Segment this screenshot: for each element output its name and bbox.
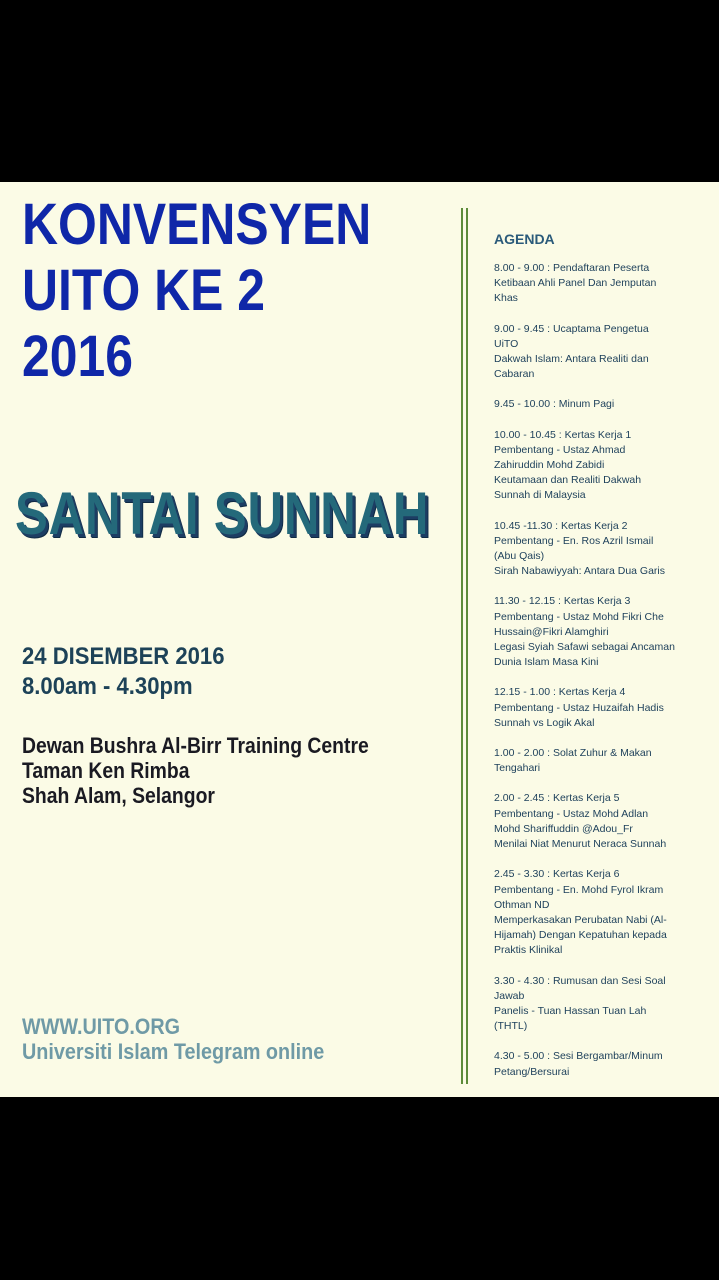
title-line: KONVENSYEN (22, 192, 372, 257)
event-venue (22, 733, 369, 808)
agenda-item (494, 261, 694, 307)
agenda-line: Hussain@Fikri Alamghiri (494, 625, 609, 638)
agenda-line: Hijamah) Dengan Kepatuhan kepada (494, 929, 667, 942)
agenda-item (494, 867, 694, 958)
event-time: 8.00am - 4.30pm (22, 673, 193, 700)
agenda-line: 10.45 -11.30 : Kertas Kerja 2 (494, 519, 628, 532)
agenda-line: 8.00 - 9.00 : Pendaftaran Peserta (494, 262, 650, 274)
agenda-line: Pembentang - Ustaz Ahmad (494, 443, 626, 456)
website-text: WWW.UITO.ORG (22, 1014, 181, 1039)
agenda-item (494, 397, 694, 412)
agenda-line: 4.30 - 5.00 : Sesi Bergambar/Minum (494, 1050, 663, 1063)
event-poster (0, 182, 719, 1097)
agenda-line: Dunia Islam Masa Kini (494, 656, 599, 669)
event-date: 24 DISEMBER 2016 (22, 643, 225, 670)
agenda-line: 9.45 - 10.00 : Minum Pagi (494, 398, 615, 411)
agenda-title: AGENDA (494, 231, 555, 247)
agenda-item (494, 428, 694, 504)
agenda-line: Pembentang - En. Ros Azril Ismail (494, 534, 654, 547)
agenda-line: (THTL) (494, 1020, 528, 1033)
agenda-line: Khas (494, 292, 518, 305)
poster-subtitle: SANTAI SUNNAH (15, 480, 430, 547)
agenda-line: 3.30 - 4.30 : Rumusan dan Sesi Soal (494, 974, 666, 987)
poster-title (22, 192, 371, 390)
agenda-line: Petang/Bersurai (494, 1065, 570, 1078)
agenda-line: Memperkasakan Perubatan Nabi (Al- (494, 913, 667, 926)
agenda-line: 11.30 - 12.15 : Kertas Kerja 3 (494, 595, 631, 608)
agenda-item (494, 1049, 694, 1079)
agenda-line: Keutamaan dan Realiti Dakwah (494, 474, 642, 487)
agenda-line: Cabaran (494, 368, 535, 381)
agenda-line: Pembentang - En. Mohd Fyrol Ikram (494, 883, 664, 896)
agenda-line: Sunnah vs Logik Akal (494, 716, 595, 729)
agenda-line: Zahiruddin Mohd Zabidi (494, 459, 605, 472)
agenda-line: Pembentang - Ustaz Mohd Fikri Che (494, 610, 664, 623)
agenda-item (494, 746, 694, 776)
agenda-line: 10.00 - 10.45 : Kertas Kerja 1 (494, 428, 632, 441)
agenda-line: Othman ND (494, 898, 550, 911)
venue-line: Taman Ken Rimba (22, 758, 190, 783)
agenda-item (494, 791, 694, 852)
agenda-line: 2.00 - 2.45 : Kertas Kerja 5 (494, 792, 620, 805)
agenda-list (494, 261, 694, 1080)
agenda-item (494, 685, 694, 731)
agenda-item (494, 519, 694, 580)
agenda-line: 1.00 - 2.00 : Solat Zuhur & Makan (494, 747, 652, 760)
agenda-line: Praktis Klinikal (494, 944, 563, 957)
agenda-line: Pembentang - Ustaz Huzaifah Hadis (494, 701, 664, 714)
agenda-panel (494, 230, 694, 1095)
vertical-divider (461, 208, 468, 1084)
agenda-line: Sirah Nabawiyyah: Antara Dua Garis (494, 565, 665, 578)
agenda-line: (Abu Qais) (494, 550, 545, 563)
agenda-item (494, 594, 694, 670)
agenda-item (494, 322, 694, 383)
organisation-name: Universiti Islam Telegram online (22, 1039, 325, 1064)
organiser-info (22, 1014, 324, 1064)
agenda-line: Panelis - Tuan Hassan Tuan Lah (494, 1004, 647, 1017)
agenda-line: Legasi Syiah Safawi sebagai Ancaman (494, 641, 675, 654)
agenda-line: Sunnah di Malaysia (494, 489, 586, 502)
agenda-line: Mohd Shariffuddin @Adou_Fr (494, 822, 633, 835)
venue-line: Shah Alam, Selangor (22, 783, 215, 808)
agenda-line: Dakwah Islam: Antara Realiti dan (494, 353, 649, 366)
agenda-line: 12.15 - 1.00 : Kertas Kerja 4 (494, 686, 626, 699)
agenda-line: Menilai Niat Menurut Neraca Sunnah (494, 838, 667, 851)
agenda-line: UiTO (494, 337, 519, 350)
title-line: UITO KE 2 (22, 258, 266, 323)
agenda-line: 2.45 - 3.30 : Kertas Kerja 6 (494, 868, 620, 881)
venue-line: Dewan Bushra Al-Birr Training Centre (22, 733, 369, 758)
agenda-line: Pembentang - Ustaz Mohd Adlan (494, 807, 649, 820)
agenda-line: Jawab (494, 989, 525, 1002)
agenda-line: Tengahari (494, 762, 541, 775)
event-datetime (22, 642, 225, 702)
agenda-line: Ketibaan Ahli Panel Dan Jemputan (494, 277, 657, 290)
agenda-item (494, 974, 694, 1035)
title-line: 2016 (22, 324, 133, 389)
agenda-line: 9.00 - 9.45 : Ucaptama Pengetua (494, 322, 649, 335)
